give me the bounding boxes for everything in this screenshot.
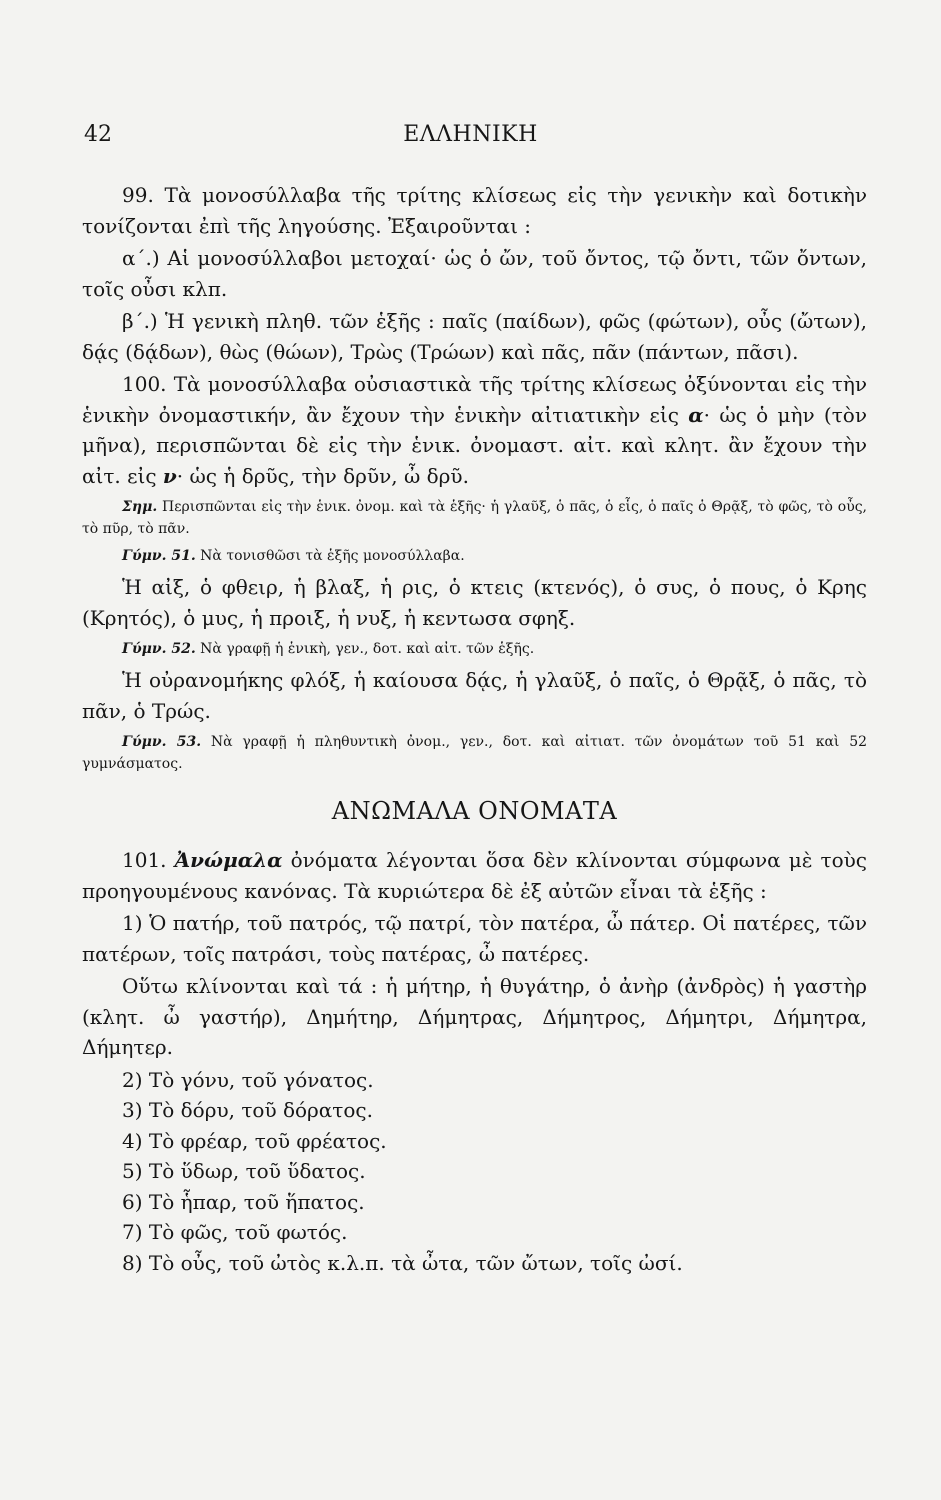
list-item: 6) Τὸ ἧπαρ, τοῦ ἥπατος.: [122, 1189, 365, 1214]
exercise-text: Νὰ τονισθῶσι τὰ ἑξῆς μονοσύλλαβα.: [200, 548, 465, 564]
paragraph-text: · ὡς ὁ μὴν (τὸν μῆνα), περισπῶνται δὲ εἰς τὴν ἑνικ. ὀνομαστ. αἰτ. καὶ κλητ. ἂν ἔχουν τὴν αἰτ. εἰς: [82, 402, 868, 488]
exercise-text: Νὰ γραφῇ ἡ πληθυντικὴ ὀνομ., γεν., δοτ. καὶ αἰτιατ. τῶν ὀνομάτων τοῦ 51 καὶ 52 γυμνάσματος.: [82, 734, 868, 772]
exercise-52: [82, 638, 867, 660]
ending-nu: ν: [162, 463, 177, 488]
exercise-label: Γύμν. 53.: [122, 734, 202, 750]
note: [82, 496, 867, 540]
paragraph-text: ὀνόματα λέγονται ὅσα δὲν κλίνονται σύμφωνα μὲ τοὺς προηγουμένους κανόνας. Τὰ κυριώτερα δὲ ἐξ αὐτῶν εἶναι τὰ ἑξῆς :: [82, 848, 868, 903]
list-item: 5) Τὸ ὕδωρ, τοῦ ὕδατος.: [122, 1159, 366, 1183]
list-item: 7) Τὸ φῶς, τοῦ φωτός.: [122, 1220, 348, 1244]
list-item: 2) Τὸ γόνυ, τοῦ γόνατος.: [122, 1067, 374, 1092]
list-item-1: 1) Ὁ πατήρ, τοῦ πατρός, τῷ πατρί, τὸν πατέρα, ὦ πάτερ. Οἱ πατέρες, τῶν πατέρων, τοῖς πατράσι, τοὺς πατέρας, ὦ πατέρες.: [82, 911, 867, 966]
page-number: 42: [84, 122, 112, 147]
paragraph-99: [82, 180, 867, 241]
section-title: ΑΝΩΜΑΛΑ ΟΝΟΜΑΤΑ: [331, 797, 618, 825]
paragraph-number: 99.: [122, 183, 154, 207]
exercise-label: Γύμν. 52.: [122, 641, 196, 657]
exercise-51: [82, 545, 867, 567]
paragraph-101: [82, 845, 867, 906]
note-label: Σημ.: [122, 499, 158, 515]
paragraph-number: 101.: [122, 848, 167, 872]
exercise-52-words: Ἡ οὐρανομήκης φλόξ, ἡ καίουσα δᾴς, ἡ γλαῦξ, ὁ παῖς, ὁ Θρᾷξ, ὁ πᾶς, τὸ πᾶν, ὁ Τρώς.: [82, 668, 867, 723]
paragraph-text: · ὡς ἡ δρῦς, τὴν δρῦν, ὦ δρῦ.: [176, 463, 469, 488]
exercise-51-words: Ἡ αἰξ, ὁ φθειρ, ἡ βλαξ, ἡ ρις, ὁ κτεις (κτενός), ὁ συς, ὁ πους, ὁ Κρης (Κρητός), ὁ μυς, ἡ προιξ, ἡ νυξ, ἡ κεντωσα σφηξ.: [82, 575, 867, 630]
paragraph-number: 100.: [122, 372, 167, 396]
exception-b: β΄.) Ἡ γενικὴ πληθ. τῶν ἑξῆς : παῖς (παίδων), φῶς (φώτων), οὖς (ὤτων), δᾴς (δᾴδων), θὼς (θώων), Τρὼς (Τρώων) καὶ πᾶς, πᾶν (πάντων, πᾶσι).: [82, 309, 867, 364]
note-text: Περισπῶνται εἰς τὴν ἑνικ. ὀνομ. καὶ τὰ ἑξῆς· ἡ γλαῦξ, ὁ πᾶς, ὁ εἷς, ὁ παῖς ὁ Θρᾷξ, τὸ φῶς, τὸ οὖς, τὸ πῦρ, τὸ πᾶν.: [82, 499, 867, 537]
exercise-text: Νὰ γραφῇ ἡ ἑνικὴ, γεν., δοτ. καὶ αἰτ. τῶν ἑξῆς.: [200, 641, 535, 657]
exercise-label: Γύμν. 51.: [122, 548, 196, 564]
ending-alpha: α: [688, 402, 704, 427]
running-title: ΕΛΛΗΝΙΚΗ: [403, 122, 538, 147]
similar-declension: Οὕτω κλίνονται καὶ τά : ἡ μήτηρ, ἡ θυγάτηρ, ὁ ἀνὴρ (ἀνδρὸς) ἡ γαστὴρ (κλητ. ὦ γαστήρ), Δημήτηρ, Δήμητρας, Δήμητρος, Δήμητρι, Δήμητρα, Δήμητερ.: [82, 974, 867, 1059]
irregular-nouns-list: [82, 1065, 867, 1279]
exercise-53: [82, 731, 867, 775]
paragraph-100: [82, 369, 867, 491]
page-body: [82, 180, 867, 1278]
list-item: 4) Τὸ φρέαρ, τοῦ φρέατος.: [122, 1128, 387, 1153]
list-item: 3) Τὸ δόρυ, τοῦ δόρατος.: [122, 1098, 373, 1122]
exception-a: α΄.) Αἱ μονοσύλλαβοι μετοχαί· ὡς ὁ ὤν, τοῦ ὄντος, τῷ ὄντι, τῶν ὄντων, τοῖς οὖσι κλπ.: [82, 246, 867, 301]
paragraph-text: Τὰ μονοσύλλαβα τῆς τρίτης κλίσεως εἰς τὴν γενικὴν καὶ δοτικὴν τονίζονται ἐπὶ τῆς ληγούσης. Ἐξαιροῦνται :: [82, 183, 868, 238]
page-header: [0, 122, 941, 154]
paragraph-text: Τὰ μονοσύλλαβα οὐσιαστικὰ τῆς τρίτης κλίσεως ὀξύνονται εἰς τὴν ἑνικὴν ὀνομαστικήν, ἂν ἔχουν τὴν ἑνικὴν αἰτιατικὴν εἰς: [82, 372, 867, 427]
list-item: 8) Τὸ οὖς, τοῦ ὠτὸς κ.λ.π. τὰ ὦτα, τῶν ὤτων, τοῖς ὠσί.: [122, 1250, 683, 1275]
term-anomala: Ἀνώμαλα: [174, 848, 283, 872]
